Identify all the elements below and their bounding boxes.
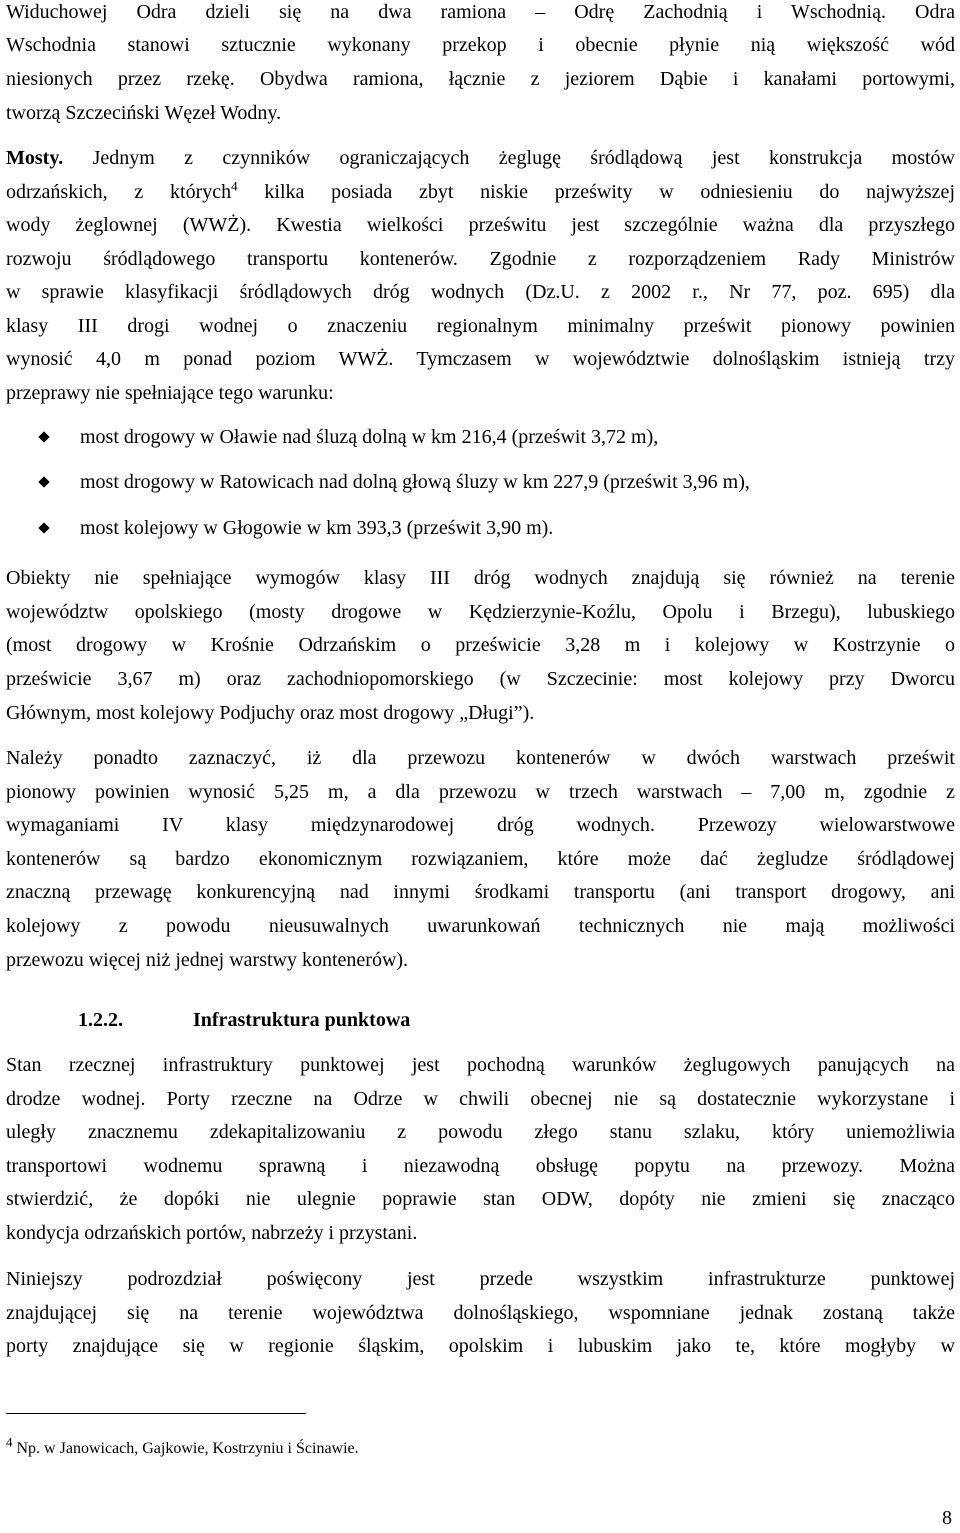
p3-line: Głównym, most kolejowy Podjuchy oraz most drogowy „Długi”). xyxy=(6,702,535,724)
section-number: 1.2.2. xyxy=(78,1009,123,1031)
mosty-line-text: kilka posiada zbyt niskie prześwity w odniesieniu do najwyższej xyxy=(237,181,955,203)
mosty-line xyxy=(6,146,955,170)
mosty-lead: Mosty. xyxy=(6,147,64,169)
p3-line: prześwicie 3,67 m) oraz zachodniopomorskiego (w Szczecinie: most kolejowy przy Dworcu xyxy=(6,668,955,690)
list-item: most drogowy w Ratowicach nad dolną głową śluzy w km 227,9 (prześwit 3,96 m), xyxy=(80,471,750,493)
p4-line: znaczną przewagę konkurencyjną nad innymi środkami transportu (ani transport drogowy, ani xyxy=(6,881,955,903)
p3-line: województw opolskiego (mosty drogowe w Kędzierzynie-Koźlu, Opolu i Brzegu), lubuskiego xyxy=(6,601,955,623)
mosty-line xyxy=(6,180,955,204)
p1-line: Widuchowej Odra dzieli się na dwa ramiona – Odrę Zachodnią i Wschodnią. Odra xyxy=(6,1,955,23)
footnote-divider xyxy=(6,1413,306,1414)
p5-line: Stan rzecznej infrastruktury punktowej jest pochodną warunków żeglugowych panujących na xyxy=(6,1054,955,1076)
mosty-line-text: Jednym z czynników ograniczających żeglugę śródlądową jest konstrukcja mostów xyxy=(63,147,955,169)
p5-line: uległy znacznemu zdekapitalizowaniu z powodu złego stanu szlaku, który uniemożliwia xyxy=(6,1121,955,1143)
p1-line: Wschodnia stanowi sztucznie wykonany przekop i obecnie płynie nią większość wód xyxy=(6,34,955,56)
bullet-icon xyxy=(38,431,49,442)
p5-line: transportowi wodnemu sprawną i niezawodną obsługę popytu na przewozy. Można xyxy=(6,1155,955,1177)
footnote-text: Np. w Janowicach, Gajkowie, Kostrzyniu i Ścinawie. xyxy=(12,1440,359,1457)
mosty-line: rozwoju śródlądowego transportu kontenerów. Zgodnie z rozporządzeniem Rady Ministrów xyxy=(6,248,955,270)
p5-line: kondycja odrzańskich portów, nabrzeży i przystani. xyxy=(6,1222,418,1244)
mosty-line: wody żeglownej (WWŻ). Kwestia wielkości prześwitu jest szczególnie ważna dla przyszłego xyxy=(6,214,955,236)
p6-line: znajdującej się na terenie województwa dolnośląskiego, wspomniane jednak zostaną także xyxy=(6,1302,955,1324)
mosty-line-text: odrzańskich, z których xyxy=(6,181,232,203)
p4-line: przewozu więcej niż jednej warstwy kontenerów). xyxy=(6,949,409,971)
footnote-mark: 4 xyxy=(6,1434,13,1450)
p6-line: porty znajdujące się w regionie śląskim, opolskim i lubuskim jako te, które mogłyby w xyxy=(6,1335,955,1357)
p1-line: niesionych przez rzekę. Obydwa ramiona, łącznie z jeziorem Dąbie i kanałami portowymi, xyxy=(6,68,955,90)
p3-line: (most drogowy w Krośnie Odrzańskim o prześwicie 3,28 m i kolejowy w Kostrzynie o xyxy=(6,634,955,656)
page-number: 8 xyxy=(942,1507,952,1529)
section-title: Infrastruktura punktowa xyxy=(193,1009,411,1031)
mosty-line: klasy III drogi wodnej o znaczeniu regionalnym minimalny prześwit pionowy powinien xyxy=(6,315,955,337)
p1-line: tworzą Szczeciński Węzeł Wodny. xyxy=(6,102,282,124)
mosty-line: przeprawy nie spełniające tego warunku: xyxy=(6,382,334,404)
p5-line: drodze wodnej. Porty rzeczne na Odrze w chwili obecnej nie są dostatecznie wykorzystane i xyxy=(6,1088,955,1110)
p3-line: Obiekty nie spełniające wymogów klasy III dróg wodnych znajdują się również na terenie xyxy=(6,567,955,589)
footnote xyxy=(6,1434,359,1459)
p6-line: Niniejszy podrozdział poświęcony jest przede wszystkim infrastrukturze punktowej xyxy=(6,1268,955,1290)
list-item: most drogowy w Oławie nad śluzą dolną w km 216,4 (prześwit 3,72 m), xyxy=(80,426,659,448)
bullet-icon xyxy=(38,522,49,533)
mosty-line: w sprawie klasyfikacji śródlądowych dróg wodnych (Dz.U. z 2002 r., Nr 77, poz. 695) dla xyxy=(6,281,955,303)
list-item: most kolejowy w Głogowie w km 393,3 (prześwit 3,90 m). xyxy=(80,517,554,539)
p4-line: Należy ponadto zaznaczyć, iż dla przewozu kontenerów w dwóch warstwach prześwit xyxy=(6,747,955,769)
p4-line: kolejowy z powodu nieusuwalnych uwarunkowań technicznych nie mają możliwości xyxy=(6,915,955,937)
p5-line: stwierdzić, że dopóki nie ulegnie poprawie stan ODW, dopóty nie zmieni się znacząco xyxy=(6,1188,955,1210)
footnote-ref: 4 xyxy=(231,178,238,194)
p4-line: kontenerów są bardzo ekonomicznym rozwiązaniem, które może dać żegludze śródlądowej xyxy=(6,848,955,870)
bullet-icon xyxy=(38,476,49,487)
p4-line: wymaganiami IV klasy międzynarodowej dróg wodnych. Przewozy wielowarstwowe xyxy=(6,814,955,836)
mosty-line: wynosić 4,0 m ponad poziom WWŻ. Tymczasem w województwie dolnośląskim istnieją trzy xyxy=(6,348,955,370)
p4-line: pionowy powinien wynosić 5,25 m, a dla przewozu w trzech warstwach – 7,00 m, zgodnie z xyxy=(6,781,955,803)
